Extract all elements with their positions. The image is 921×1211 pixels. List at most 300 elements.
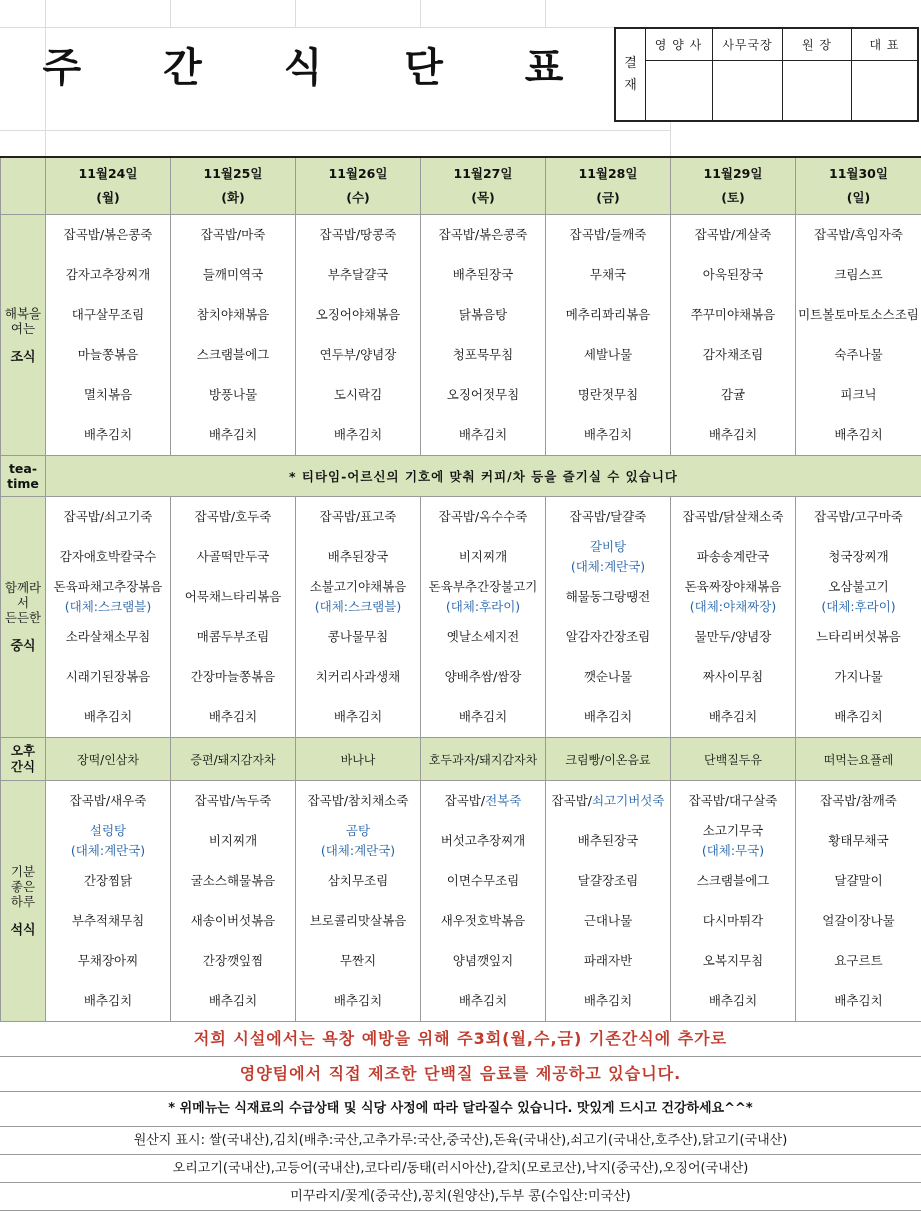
menu-cell [421, 375, 546, 415]
dish-name [296, 981, 420, 1021]
menu-cell [296, 617, 421, 657]
day-of-week: (토) [671, 186, 795, 210]
menu-cell [671, 617, 796, 657]
snack-item: 바나나 [296, 738, 421, 781]
meal-slogan: 기분 [1, 864, 45, 879]
dish-name [421, 861, 545, 901]
menu-cell [421, 255, 546, 295]
day-of-week: (일) [796, 186, 921, 210]
menu-cell [421, 697, 546, 738]
dish-line: 매콤두부조림 [171, 627, 295, 647]
menu-cell [421, 941, 546, 981]
day-of-week: (월) [46, 186, 170, 210]
dish-name [796, 981, 921, 1021]
dish-name [46, 861, 170, 901]
dish-name [546, 577, 670, 617]
menu-cell [171, 375, 296, 415]
meal-slogan: 함께라 [1, 580, 45, 595]
day-header [46, 157, 171, 215]
dish-name: 들깨미역국 [171, 255, 295, 295]
menu-cell [171, 617, 296, 657]
menu-cell [296, 415, 421, 456]
dish-line: 알감자간장조림 [546, 627, 670, 647]
dish-line: 파래자반 [546, 951, 670, 971]
dish-name [421, 901, 545, 941]
day-date: 11월27일 [421, 162, 545, 186]
dish-line: 이면수무조림 [421, 871, 545, 891]
meal-slogan: 좋은 [1, 879, 45, 894]
dish-name [671, 497, 795, 537]
menu-cell [421, 657, 546, 697]
dish-line: 짜사이무침 [671, 667, 795, 687]
dish-name [671, 901, 795, 941]
menu-cell [171, 941, 296, 981]
dish-line: 감자애호박칼국수 [46, 547, 170, 567]
meal-name: 석식 [1, 923, 45, 938]
menu-cell [546, 577, 671, 617]
dish-name: 쭈꾸미야채볶음 [671, 295, 795, 335]
menu-cell [671, 537, 796, 577]
dish-line: 배추김치 [421, 991, 545, 1011]
dish-line: (대체:스크램블) [296, 597, 420, 617]
dish-name [171, 657, 295, 697]
day-header [796, 157, 921, 215]
meal-name: 조식 [1, 350, 45, 365]
dish-line: 잡곡밥/옥수수죽 [421, 507, 545, 527]
dish-line: 배추김치 [46, 991, 170, 1011]
dish-name: 오징어젓무침 [421, 375, 545, 415]
dish-line: 느타리버섯볶음 [796, 627, 921, 647]
dish-name [296, 537, 420, 577]
dish-name: 세발나물 [546, 335, 670, 375]
menu-cell [546, 861, 671, 901]
menu-cell [46, 415, 171, 456]
dish-line: 양념깻잎지 [421, 951, 545, 971]
dish-name: 배추김치 [546, 415, 670, 455]
dish-name: 감자고추장찌개 [46, 255, 170, 295]
dish-name [46, 497, 170, 537]
menu-cell [171, 415, 296, 456]
menu-cell [421, 617, 546, 657]
menu-cell [796, 255, 921, 295]
menu-cell [421, 295, 546, 335]
approval-side-label: 결 재 [616, 29, 646, 120]
dish-name: 잡곡밥/마죽 [171, 215, 295, 255]
meal-label [1, 781, 46, 1022]
dish-name [46, 781, 170, 821]
dish-line: 굴소스해물볶음 [171, 871, 295, 891]
menu-cell [296, 335, 421, 375]
menu-cell [296, 901, 421, 941]
dish-line: 잡곡밥/닭살채소죽 [671, 507, 795, 527]
meal-slogan: 여는 [1, 321, 45, 336]
notice-area [0, 1022, 921, 1211]
menu-cell [46, 255, 171, 295]
dish-line: 무채장아찌 [46, 951, 170, 971]
menu-cell [546, 617, 671, 657]
dish-name [546, 901, 670, 941]
dish-line: 잡곡밥/호두죽 [171, 507, 295, 527]
menu-cell [421, 781, 546, 822]
dish-name [171, 941, 295, 981]
menu-cell [421, 821, 546, 861]
dish-line [421, 791, 545, 811]
dish-name: 크림스프 [796, 255, 921, 295]
menu-cell [421, 537, 546, 577]
dish-name [796, 941, 921, 981]
menu-cell [671, 901, 796, 941]
dish-line: 곰탕 [296, 821, 420, 841]
dish-name [46, 981, 170, 1021]
snack-item: 떠먹는요플레 [796, 738, 921, 781]
menu-cell [796, 295, 921, 335]
origin-line: 오리고기(국내산),고등어(국내산),코다리/동태(러시아산),갈치(모로코산),낙지(중국산),오징어(국내산) [0, 1155, 921, 1183]
dish-name: 부추달걀국 [296, 255, 420, 295]
menu-cell [421, 981, 546, 1022]
tea-time-text: * 티타임-어르신의 기호에 맞춰 커피/차 등을 즐기실 수 있습니다 [46, 456, 921, 497]
notice-line: 저희 시설에서는 욕창 예방을 위해 주3회(월,수,금) 기존간식에 추가로 [0, 1022, 921, 1057]
menu-cell [796, 981, 921, 1022]
origin-line: 미꾸라지/꽃게(중국산),꽁치(원양산),두부 콩(수입산:미국산) [0, 1183, 921, 1211]
menu-cell [796, 617, 921, 657]
dish-name: 잡곡밥/땅콩죽 [296, 215, 420, 255]
menu-cell [546, 821, 671, 861]
menu-cell [296, 697, 421, 738]
dish-line: (대체:후라이) [796, 597, 921, 617]
dish-text-highlight: 전복죽 [485, 793, 521, 808]
menu-cell [171, 901, 296, 941]
menu-cell [421, 497, 546, 538]
menu-cell [46, 295, 171, 335]
menu-cell [296, 821, 421, 861]
dish-name [171, 537, 295, 577]
menu-cell [421, 415, 546, 456]
dish-line: 소라살채소무침 [46, 627, 170, 647]
dish-line: 잡곡밥/쇠고기죽 [46, 507, 170, 527]
dish-name [171, 577, 295, 617]
menu-cell [46, 577, 171, 617]
dish-line: 배추된장국 [296, 547, 420, 567]
dish-name: 청포묵무침 [421, 335, 545, 375]
dish-name [796, 821, 921, 861]
menu-cell [796, 537, 921, 577]
dish-line: 배추김치 [46, 707, 170, 727]
menu-cell [546, 295, 671, 335]
dish-name [171, 821, 295, 861]
tea-time-label: tea-time [1, 456, 46, 497]
dish-name [546, 657, 670, 697]
menu-cell [296, 215, 421, 256]
dish-name: 배추김치 [296, 415, 420, 455]
dish-line: (대체:후라이) [421, 597, 545, 617]
menu-cell [671, 781, 796, 822]
notice-line: 영양팀에서 직접 제조한 단백질 음료를 제공하고 있습니다. [0, 1057, 921, 1092]
menu-cell [671, 295, 796, 335]
snack-label-line: 오후 [1, 743, 45, 759]
dish-name [671, 697, 795, 737]
dish-name [796, 577, 921, 617]
dish-line: 물만두/양념장 [671, 627, 795, 647]
menu-cell [46, 821, 171, 861]
dish-line: 배추된장국 [546, 831, 670, 851]
dish-line: 얼갈이장나물 [796, 911, 921, 931]
dish-line: 배추김치 [296, 707, 420, 727]
dish-name [421, 981, 545, 1021]
approval-box [614, 27, 919, 122]
dish-line: 삼치무조림 [296, 871, 420, 891]
dish-name [796, 497, 921, 537]
menu-cell [546, 537, 671, 577]
dish-line: 양배추쌈/쌈장 [421, 667, 545, 687]
menu-cell [296, 941, 421, 981]
page-title: 주 간 식 단 표 [40, 36, 600, 93]
dish-name [546, 821, 670, 861]
meal-slogan: 하루 [1, 894, 45, 909]
menu-cell [546, 697, 671, 738]
dish-name [421, 821, 545, 861]
dish-line: 근대나물 [546, 911, 670, 931]
menu-cell [46, 617, 171, 657]
menu-cell [296, 781, 421, 822]
dish-name [46, 657, 170, 697]
menu-cell [671, 497, 796, 538]
dish-line: 배추김치 [171, 991, 295, 1011]
dish-line: 잡곡밥/표고죽 [296, 507, 420, 527]
dish-name [546, 697, 670, 737]
dish-name: 스크램블에그 [171, 335, 295, 375]
menu-cell [296, 497, 421, 538]
dish-name [546, 941, 670, 981]
dish-line: (대체:야채짜장) [671, 597, 795, 617]
menu-cell [171, 781, 296, 822]
dish-line: 치커리사과생채 [296, 667, 420, 687]
dish-name: 도시락김 [296, 375, 420, 415]
dish-line [546, 791, 670, 811]
dish-name [546, 981, 670, 1021]
dish-line: 콩나물무침 [296, 627, 420, 647]
dish-name [296, 901, 420, 941]
dish-line: 간장마늘쫑볶음 [171, 667, 295, 687]
dish-line: 돈육짜장야채볶음 [671, 577, 795, 597]
approval-column: 원 장 [783, 29, 852, 120]
menu-cell [171, 497, 296, 538]
menu-cell [46, 215, 171, 256]
menu-cell [421, 577, 546, 617]
menu-cell [171, 335, 296, 375]
menu-cell [796, 861, 921, 901]
menu-cell [171, 215, 296, 256]
dish-name [671, 981, 795, 1021]
day-date: 11월29일 [671, 162, 795, 186]
dish-line: 옛날소세지전 [421, 627, 545, 647]
dish-line: 잡곡밥/참깨죽 [796, 791, 921, 811]
dish-text: 잡곡밥/ [552, 793, 592, 808]
menu-cell [546, 375, 671, 415]
dish-line: 요구르트 [796, 951, 921, 971]
dish-name [46, 537, 170, 577]
menu-cell [46, 657, 171, 697]
day-header [296, 157, 421, 215]
dish-name [421, 657, 545, 697]
menu-cell [546, 981, 671, 1022]
dish-line: 새우젓호박볶음 [421, 911, 545, 931]
menu-cell [171, 295, 296, 335]
header-area [0, 0, 921, 157]
dish-name [296, 497, 420, 537]
menu-cell [546, 215, 671, 256]
dish-name [296, 657, 420, 697]
dish-line: 부추적채무침 [46, 911, 170, 931]
approval-column: 사무국장 [713, 29, 783, 120]
dish-name [546, 497, 670, 537]
menu-cell [421, 215, 546, 256]
menu-cell [296, 295, 421, 335]
dish-line: 달걀장조림 [546, 871, 670, 891]
dish-name [671, 861, 795, 901]
menu-cell [671, 657, 796, 697]
dish-name [671, 657, 795, 697]
dish-name: 배추김치 [671, 415, 795, 455]
day-header [546, 157, 671, 215]
dish-name [296, 781, 420, 821]
dish-name [421, 781, 545, 821]
meal-label [1, 497, 46, 738]
dish-name: 감귤 [671, 375, 795, 415]
dish-line: 무짠지 [296, 951, 420, 971]
dish-line: 배추김치 [796, 707, 921, 727]
menu-cell [46, 861, 171, 901]
dish-name [796, 901, 921, 941]
dish-line: 배추김치 [546, 707, 670, 727]
dish-name: 배추김치 [796, 415, 921, 455]
meal-name: 중식 [1, 639, 45, 654]
menu-cell [671, 215, 796, 256]
dish-name [546, 537, 670, 577]
dish-line: 파송송계란국 [671, 547, 795, 567]
dish-line: 브로콜리맛살볶음 [296, 911, 420, 931]
dish-line: 비지찌개 [171, 831, 295, 851]
dish-line: 가지나물 [796, 667, 921, 687]
dish-name [421, 697, 545, 737]
menu-cell [671, 821, 796, 861]
snack-label-line: 간식 [1, 759, 45, 775]
dish-line: 사골떡만두국 [171, 547, 295, 567]
dish-line: 배추김치 [421, 707, 545, 727]
dish-line: 잡곡밥/고구마죽 [796, 507, 921, 527]
dish-name [546, 617, 670, 657]
dish-line: 잡곡밥/새우죽 [46, 791, 170, 811]
menu-cell [46, 497, 171, 538]
menu-cell [171, 657, 296, 697]
dish-name: 오징어야채볶음 [296, 295, 420, 335]
dish-name [421, 617, 545, 657]
menu-cell [796, 657, 921, 697]
dish-line: 달걀말이 [796, 871, 921, 891]
day-date: 11월26일 [296, 162, 420, 186]
menu-cell [671, 375, 796, 415]
dish-text-highlight: 쇠고기버섯죽 [592, 793, 664, 808]
dish-text: 잡곡밥/ [445, 793, 485, 808]
dish-name [421, 497, 545, 537]
menu-cell [296, 537, 421, 577]
snack-item: 장떡/인삼차 [46, 738, 171, 781]
dish-name [171, 617, 295, 657]
menu-cell [671, 861, 796, 901]
dish-name [296, 821, 420, 861]
dish-line: 어묵채느타리볶음 [171, 587, 295, 607]
dish-name: 참치야채볶음 [171, 295, 295, 335]
dish-name [46, 577, 170, 617]
dish-name: 숙주나물 [796, 335, 921, 375]
snack-label [1, 738, 46, 781]
dish-line: 다시마튀각 [671, 911, 795, 931]
dish-line: 갈비탕 [546, 537, 670, 557]
menu-disclaimer: * 위메뉴는 식재료의 수급상태 및 식당 사정에 따라 달라질수 있습니다. 맛있게 드시고 건강하세요^^* [0, 1092, 921, 1127]
approval-column: 영 양 사 [645, 29, 713, 120]
dish-name: 대구살무조림 [46, 295, 170, 335]
menu-cell [796, 497, 921, 538]
dish-name [796, 537, 921, 577]
meal-slogan: 서 [1, 595, 45, 610]
menu-cell [296, 375, 421, 415]
menu-cell [671, 335, 796, 375]
snack-item: 단백질두유 [671, 738, 796, 781]
dish-line: 배추김치 [671, 991, 795, 1011]
dish-name [796, 697, 921, 737]
snack-item: 크림빵/이온음료 [546, 738, 671, 781]
snack-item: 증편/돼지감자차 [171, 738, 296, 781]
dish-name: 마늘쫑볶음 [46, 335, 170, 375]
dish-line: 버섯고추장찌개 [421, 831, 545, 851]
dish-name: 연두부/양념장 [296, 335, 420, 375]
dish-name [46, 617, 170, 657]
menu-cell [671, 255, 796, 295]
dish-name: 잡곡밥/흑임자죽 [796, 215, 921, 255]
menu-table [0, 156, 921, 1022]
dish-name [796, 657, 921, 697]
dish-line: (대체:계란국) [546, 557, 670, 577]
dish-line: 시래기된장볶음 [46, 667, 170, 687]
menu-cell [796, 901, 921, 941]
menu-cell [296, 657, 421, 697]
menu-cell [546, 901, 671, 941]
dish-line: 잡곡밥/달걀죽 [546, 507, 670, 527]
dish-name [796, 861, 921, 901]
menu-cell [421, 861, 546, 901]
dish-name: 아욱된장국 [671, 255, 795, 295]
day-of-week: (금) [546, 186, 670, 210]
dish-name [296, 577, 420, 617]
dish-name: 잡곡밥/들깨죽 [546, 215, 670, 255]
menu-cell [671, 981, 796, 1022]
menu-cell [171, 577, 296, 617]
menu-cell [171, 697, 296, 738]
dish-line: 해물동그랑땡전 [546, 587, 670, 607]
dish-name [171, 497, 295, 537]
menu-cell [46, 697, 171, 738]
dish-name [46, 697, 170, 737]
menu-cell [796, 941, 921, 981]
menu-cell [171, 981, 296, 1022]
dish-name [171, 901, 295, 941]
dish-name: 피크닉 [796, 375, 921, 415]
menu-cell [46, 335, 171, 375]
dish-line: 배추김치 [671, 707, 795, 727]
menu-cell [46, 781, 171, 822]
dish-line: 소고기무국 [671, 821, 795, 841]
menu-cell [171, 255, 296, 295]
dish-name [171, 781, 295, 821]
